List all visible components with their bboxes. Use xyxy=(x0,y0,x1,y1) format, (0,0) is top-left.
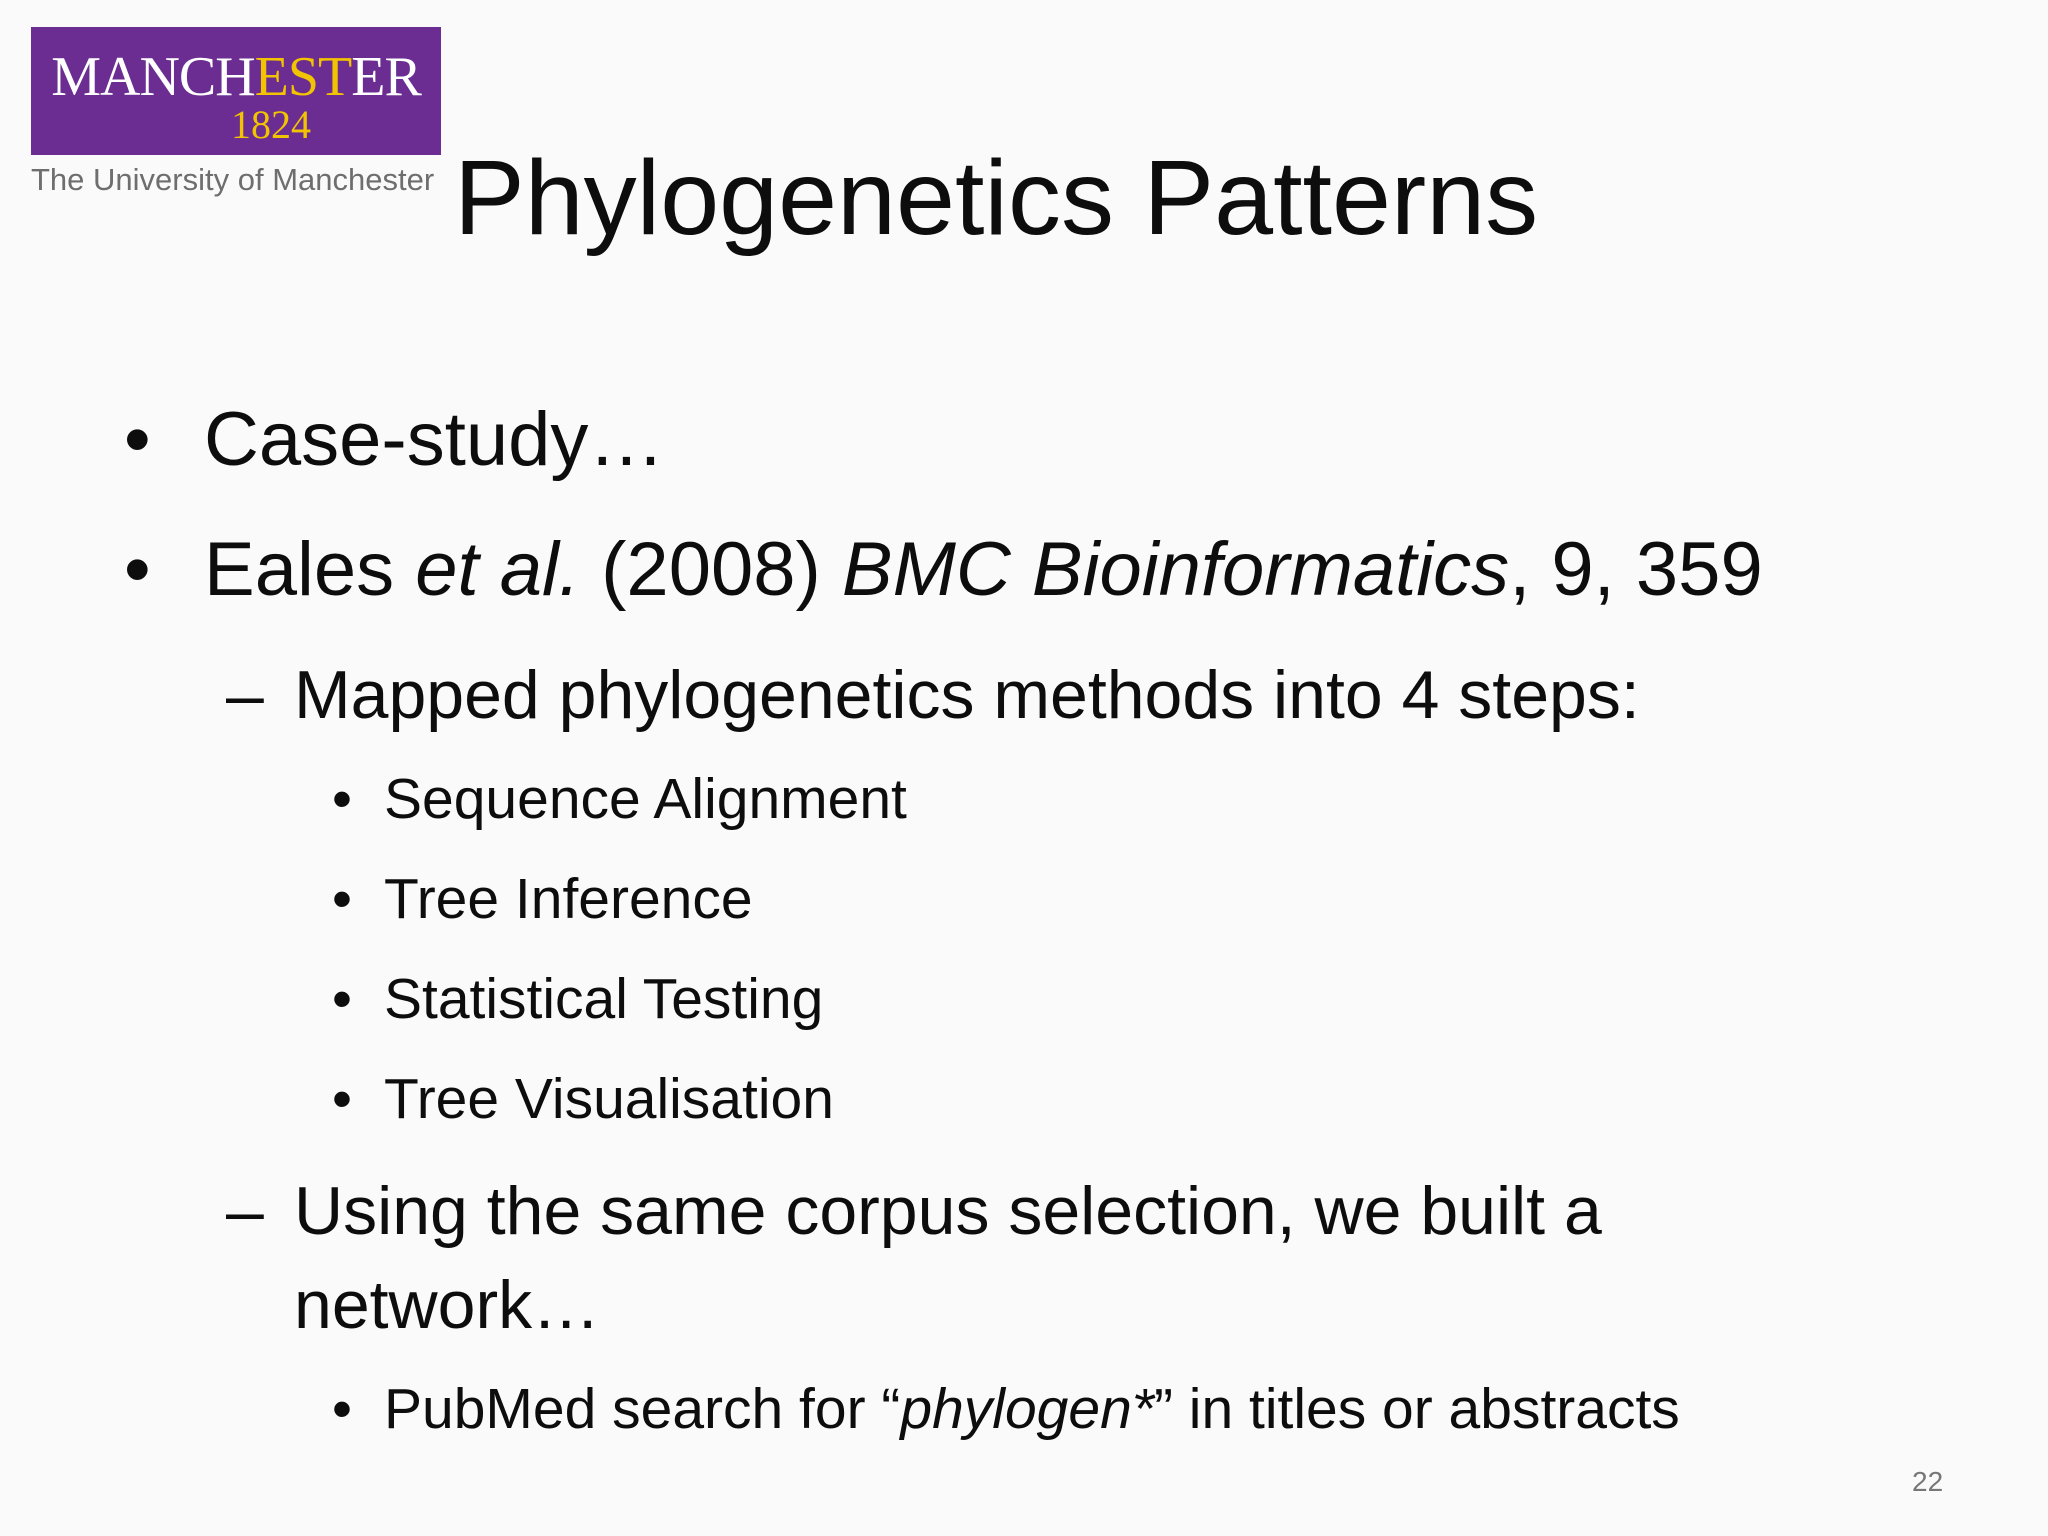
bullet-marker: • xyxy=(332,1067,352,1131)
logo-word-part2: EST xyxy=(254,46,352,108)
logo-word-part1: MANCH xyxy=(51,46,255,108)
bullet-citation xyxy=(204,526,1763,613)
citation-ref: , 9, 359 xyxy=(1509,527,1763,612)
sub-bullet-corpus-line1: Using the same corpus selection, we built a xyxy=(294,1173,1602,1249)
citation-journal: BMC Bioinformatics xyxy=(841,527,1510,612)
bullet-marker: • xyxy=(124,397,151,482)
step-tree-inference: Tree Inference xyxy=(384,867,753,931)
search-term: phylogen* xyxy=(900,1377,1154,1441)
bullet-marker: • xyxy=(332,1377,352,1441)
search-post: ” in titles or abstracts xyxy=(1153,1377,1680,1441)
citation-author: Eales xyxy=(204,527,416,612)
step-pubmed-search xyxy=(384,1376,1680,1442)
citation-year: (2008) xyxy=(580,527,842,612)
slide-title: Phylogenetics Patterns xyxy=(454,139,1539,257)
bullet-case-study: Case-study… xyxy=(204,397,665,482)
citation-etal: et al. xyxy=(415,527,580,612)
search-pre: PubMed search for “ xyxy=(384,1377,901,1441)
bullet-marker: • xyxy=(332,867,352,931)
sub-bullet-corpus-line2: network… xyxy=(294,1267,601,1343)
sub-bullet-mapped-methods: Mapped phylogenetics methods into 4 steps: xyxy=(294,657,1640,733)
bullet-marker: • xyxy=(124,527,151,612)
step-statistical-testing: Statistical Testing xyxy=(384,967,824,1031)
bullet-marker: • xyxy=(332,767,352,831)
step-tree-visualisation: Tree Visualisation xyxy=(384,1067,834,1131)
logo-year: 1824 xyxy=(231,102,311,147)
logo-word-part3: ER xyxy=(351,46,421,108)
dash-marker: – xyxy=(226,657,264,733)
bullet-marker: • xyxy=(332,967,352,1031)
logo-caption: The University of Manchester xyxy=(31,162,435,197)
page-number: 22 xyxy=(1912,1466,1944,1497)
step-sequence-alignment: Sequence Alignment xyxy=(384,767,907,831)
dash-marker: – xyxy=(226,1173,264,1249)
